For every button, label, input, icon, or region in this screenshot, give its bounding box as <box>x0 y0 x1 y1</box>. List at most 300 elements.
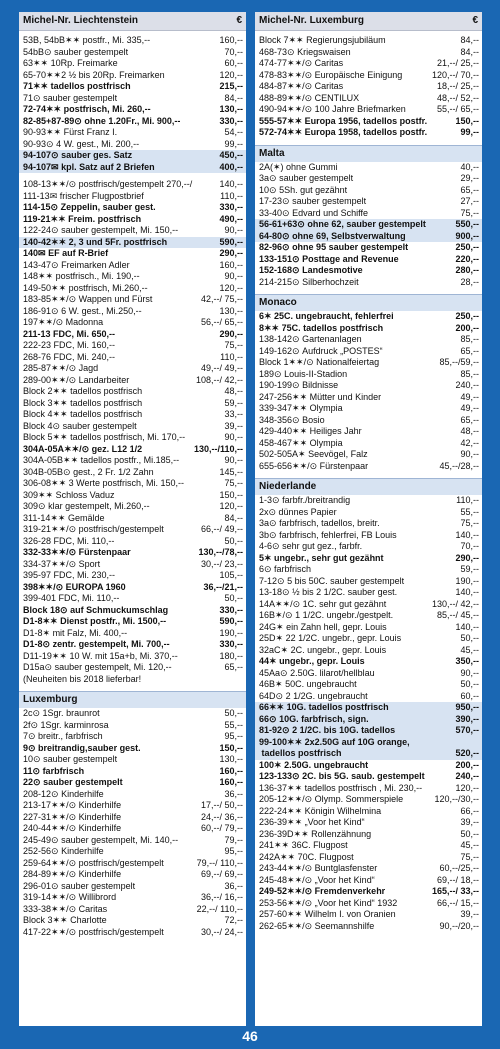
item-description <box>141 674 240 686</box>
item-description: mit Falz, Mi. 400,-- <box>50 627 128 638</box>
item-price: 36,-- <box>224 788 243 799</box>
catalog-number: 123-133⊙ <box>259 771 300 781</box>
price-row <box>19 766 246 778</box>
column-header-title: Michel-Nr. Luxemburg <box>259 15 365 26</box>
item-price: 60,-- <box>460 690 479 701</box>
item-description: postfrisch/gestempelt <box>76 926 164 937</box>
catalog-number: 138-142⊙ <box>259 334 300 344</box>
catalog-number: 53B, 54bB✶✶ <box>23 35 81 45</box>
item-price: 99,-- <box>224 138 243 149</box>
catalog-number: 3a⊙ <box>259 518 277 528</box>
item-description: farbfrisch <box>40 765 85 776</box>
catalog-number: 247-256✶✶ <box>259 391 308 402</box>
price-row <box>255 426 482 438</box>
item-price: 450,-- <box>219 150 243 160</box>
item-price: 150,-- <box>219 489 243 500</box>
item-price: 85,--/59,-- <box>439 357 479 367</box>
catalog-number: 65-70✶✶2 ½ <box>23 69 77 80</box>
price-row <box>255 507 482 519</box>
item-description: sauber gestempelt <box>58 880 136 891</box>
item-description: frischer Flugpostbrief <box>57 190 144 201</box>
item-price: 110,-- <box>220 190 243 201</box>
item-price: 110,-- <box>220 351 243 362</box>
price-row <box>255 909 482 921</box>
item-description: zentr. gestempelt, Mi. 700,-- <box>50 639 170 649</box>
item-price: 18,--/ 25,-- <box>436 81 479 91</box>
price-row <box>19 559 246 571</box>
price-row <box>255 208 482 220</box>
item-price: 39,-- <box>460 817 479 827</box>
catalog-number: 189⊙ <box>259 368 282 379</box>
item-price: 140,-- <box>455 529 479 540</box>
item-description: FDC, Mi. 240,-- <box>51 351 116 362</box>
price-row <box>255 58 482 70</box>
price-row <box>255 277 482 289</box>
item-price: 120,-- <box>219 501 243 511</box>
item-price: 290,-- <box>455 552 479 563</box>
item-description: Fürstenpaar <box>317 460 369 471</box>
catalog-number: Block 18⊙ <box>23 604 68 615</box>
item-price: 42,-- <box>460 437 479 448</box>
catalog-number: 484-87✶✶/⊙ <box>259 81 313 91</box>
price-row <box>255 599 482 611</box>
price-row <box>19 846 246 858</box>
price-row <box>255 196 482 208</box>
item-description: sauber gestempelt, Mi. 120,-- <box>52 662 172 672</box>
item-description: Königin Wilhelmina <box>302 805 382 816</box>
item-description: dünnes Papier <box>276 506 337 517</box>
price-row <box>19 150 246 162</box>
column-header <box>255 12 482 31</box>
item-price: 59,-- <box>460 564 479 574</box>
catalog-number: 90-93✶✶ <box>23 127 62 137</box>
price-row <box>19 915 246 927</box>
item-description: Jagd <box>76 363 99 373</box>
item-description: Caritas <box>312 58 344 68</box>
price-row <box>255 311 482 323</box>
item-price: 120,--/30,-- <box>434 794 479 804</box>
item-description: Louis-II-Stadion <box>281 368 348 379</box>
price-row <box>255 495 482 507</box>
item-description: 6 W. gest., Mi.250,-- <box>58 305 142 316</box>
catalog-number: 5✶ <box>259 552 272 563</box>
catalog-number: 334-37✶✶/⊙ <box>23 558 77 569</box>
catalog-number: 122-24⊙ <box>23 225 59 235</box>
item-price: 190,-- <box>219 627 243 638</box>
catalog-number: 7⊙ <box>23 731 36 741</box>
item-price: 215,-- <box>219 81 243 91</box>
item-description: tadellos postfrisch, Mi. 170,-- <box>67 432 186 442</box>
catalog-number: 399-401 <box>23 593 57 603</box>
item-price: 65,-- <box>460 184 479 195</box>
item-description: tadellos postfrisch <box>48 81 131 91</box>
price-row <box>255 541 482 553</box>
catalog-number: 2f⊙ <box>23 719 39 730</box>
item-price: 130,--/ 42,-- <box>431 598 479 609</box>
item-price: 130,-- <box>219 754 243 764</box>
price-row <box>19 881 246 893</box>
catalog-number: 6⊙ <box>259 564 272 574</box>
item-description: 10 W. mit 15a+b, Mi. 370,-- <box>66 650 178 661</box>
price-row <box>19 800 246 812</box>
item-price: 390,-- <box>455 713 479 724</box>
item-description: farbfrisch, fehlerfrei, FB Louis <box>276 529 397 540</box>
item-description: „Voor het Kind“ 1932 <box>312 897 398 908</box>
item-description: Olympia <box>307 437 343 448</box>
item-description: 100 Jahre Briefmarken <box>312 104 406 114</box>
price-row <box>19 191 246 203</box>
catalog-number: D11-19✶✶ <box>23 650 67 661</box>
catalog-number: 71⊙ <box>23 92 41 103</box>
item-price: 590,-- <box>219 236 243 247</box>
item-price: 33,-- <box>224 409 243 419</box>
item-description: sauber gestempelt <box>60 420 137 431</box>
catalog-number: 236-39✶✶ <box>259 817 303 827</box>
item-price: 330,-- <box>219 202 243 212</box>
item-description: postfr., Mi. 335,-- <box>80 35 151 45</box>
item-description: Caritas <box>76 903 108 914</box>
item-price: 45,-- <box>460 644 479 655</box>
item-description: FDC, Mi. 160,-- <box>51 340 116 350</box>
item-description: Olymp. Sommerspiele <box>312 794 404 804</box>
item-description: Freim. postfrisch <box>65 213 142 224</box>
item-description: breitr., farbfrisch <box>35 731 103 741</box>
catalog-number: 490-94✶✶/⊙ <box>259 104 313 114</box>
item-description: FDC, Mi. 110,-- <box>56 593 120 603</box>
catalog-number: 243-44✶✶/⊙ <box>259 863 313 873</box>
catalog-number: 339-347✶✶ <box>259 403 308 413</box>
item-price: 50,-- <box>460 828 479 839</box>
catalog-number: 304A-05B✶✶ <box>23 455 79 465</box>
catalog-number: 249-52✶✶/⊙ <box>259 886 313 896</box>
catalog-number: 289-00✶✶/⊙ <box>23 374 77 385</box>
item-description: FDC, Mi. 230,-- <box>51 570 116 580</box>
catalog-number: 236-39D✶✶ <box>259 828 309 839</box>
price-row <box>255 645 482 657</box>
price-row <box>19 398 246 410</box>
price-row <box>19 306 246 318</box>
price-row <box>19 386 246 398</box>
item-description: EF auf R-Brief <box>45 248 109 258</box>
catalog-number: 66⊙ <box>259 713 277 724</box>
item-price: 240,-- <box>455 380 479 390</box>
catalog-number: 3b⊙ <box>259 529 277 540</box>
catalog-number: 45Aa⊙ <box>259 667 288 678</box>
price-row <box>19 570 246 582</box>
catalog-number: 245-49⊙ <box>23 834 59 845</box>
catalog-number: 245-48✶✶/⊙ <box>259 874 313 885</box>
catalog-number: D15a⊙ <box>23 662 53 672</box>
price-row <box>255 219 482 231</box>
catalog-number: Block 3✶✶ <box>23 915 68 925</box>
catalog-number: 82-85+87-89⊙ <box>23 115 82 126</box>
item-price: 69,--/ 69,-- <box>200 869 243 879</box>
price-row <box>255 817 482 829</box>
item-price: 130,-- <box>219 104 243 114</box>
item-price: 160,-- <box>219 259 243 270</box>
price-row <box>19 616 246 628</box>
item-description: postfrisch, Mi. 260,-- <box>61 104 151 114</box>
price-row <box>19 271 246 283</box>
item-price: 49,--/ 49,-- <box>200 363 243 373</box>
item-price: 130,--/78,-- <box>198 547 243 557</box>
price-row <box>255 748 482 760</box>
item-description: Schloss Vaduz <box>53 489 115 500</box>
item-description: „Voor het Kind“ <box>312 874 375 885</box>
item-description: 70C. Flugpost <box>295 851 354 862</box>
price-row <box>19 283 246 295</box>
item-price: 50,-- <box>224 708 243 718</box>
price-row <box>255 633 482 645</box>
catalog-number: 16B✶/⊙ <box>259 610 293 620</box>
item-price: 99,-- <box>460 127 479 137</box>
catalog-number: 140-42✶✶ <box>23 236 67 247</box>
catalog-number: 555-57✶✶ <box>259 115 303 126</box>
price-row <box>19 628 246 640</box>
price-row <box>255 656 482 668</box>
catalog-number: 140✉ <box>23 248 46 258</box>
item-description: tadellos postfrisch <box>67 397 143 408</box>
price-row <box>255 173 482 185</box>
catalog-number: 186-91⊙ <box>23 305 59 316</box>
catalog-number: 227-31✶✶/⊙ <box>23 811 77 822</box>
item-description: 10G. farbfrisch, sign. <box>276 713 369 724</box>
item-description: Dienst postfr., Mi. 1500,-- <box>57 616 167 626</box>
catalog-number: 348-356⊙ <box>259 414 300 425</box>
catalog-number: 655-656✶✶/⊙ <box>259 460 318 471</box>
price-row <box>255 392 482 404</box>
item-description: ein Zahn hell, gepr. Louis <box>283 621 387 632</box>
item-price: 150,-- <box>219 742 243 753</box>
item-price: 95,-- <box>224 846 243 856</box>
price-row <box>19 731 246 743</box>
item-description: 2C. bis 5G. saub. gestempelt <box>299 771 425 781</box>
catalog-number: 10⊙ <box>259 184 277 195</box>
catalog-number: 242A✶✶ <box>259 851 296 862</box>
item-description: Landesmotive <box>299 265 363 275</box>
item-description: Europa 1958, tadellos postfr. <box>302 127 428 137</box>
item-price: 85,-- <box>460 368 479 379</box>
catalog-number: D1-8⊙ <box>23 639 51 649</box>
price-row <box>255 334 482 346</box>
catalog-number: 306-08✶✶ <box>23 478 67 488</box>
price-row <box>255 231 482 243</box>
item-price: 90,-- <box>460 667 479 678</box>
item-price: 36,--/ 16,-- <box>200 892 243 902</box>
item-description: 22 1/2C. ungebr., gepr. Louis <box>283 633 402 643</box>
catalog-number: 3a⊙ <box>259 173 277 183</box>
item-price: 84,-- <box>224 92 243 103</box>
item-description: EUROPA 1960 <box>63 581 126 592</box>
item-price: 190,-- <box>455 575 479 586</box>
catalog-number: 183-85✶✶/⊙ <box>23 294 77 304</box>
item-price: 49,-- <box>460 403 479 413</box>
item-price: 90,-- <box>224 432 243 442</box>
item-description: sauber gestempelt <box>40 777 123 787</box>
catalog-number: Block 4✶✶ <box>23 409 68 419</box>
item-price: 250,-- <box>455 242 479 252</box>
item-description: sauber gestempelt, Mi. 150,-- <box>58 225 179 235</box>
item-description: Rollenzähnung <box>308 828 372 839</box>
price-row <box>19 352 246 364</box>
item-description: ungebr., sehr gut gezähnt <box>271 552 384 563</box>
price-row <box>19 294 246 306</box>
catalog-number: 9⊙ <box>23 742 36 753</box>
price-row <box>255 265 482 277</box>
item-description: ohne 69, Selbstverwaltung <box>289 230 406 241</box>
price-row <box>255 346 482 358</box>
item-price: 21,--/ 25,-- <box>436 58 479 68</box>
item-description: auf Schmuckumschlag <box>67 604 169 615</box>
item-price: 50,-- <box>224 535 243 546</box>
item-price: 50,-- <box>460 633 479 643</box>
right-price-column <box>255 12 482 1026</box>
catalog-number: 82-96⊙ <box>259 242 290 252</box>
catalog-number: 25D✶ <box>259 633 284 643</box>
catalog-number: 222-24✶✶ <box>259 805 303 816</box>
item-description: Bosio <box>299 414 325 425</box>
catalog-number: 22⊙ <box>23 777 41 787</box>
price-row <box>19 93 246 105</box>
price-row <box>255 679 482 691</box>
price-row <box>255 323 482 335</box>
price-row <box>19 892 246 904</box>
price-row <box>19 35 246 47</box>
catalog-number: 319-21✶✶/⊙ <box>23 524 77 534</box>
price-row <box>19 237 246 249</box>
catalog-number: 262-65✶✶/⊙ <box>259 920 313 931</box>
item-description: 1C. sehr gut gezähnt <box>300 598 387 609</box>
price-row <box>19 248 246 260</box>
price-row <box>255 438 482 450</box>
price-row <box>255 449 482 461</box>
catalog-number: 149-50✶✶ <box>23 282 67 293</box>
item-description: 10G. tadellos postfrisch <box>284 702 389 712</box>
item-description: tadellos postfrisch <box>259 748 342 758</box>
catalog-number: 268-76 <box>23 351 52 362</box>
left-price-column <box>19 12 246 1026</box>
item-price: 280,-- <box>455 265 479 275</box>
price-row <box>19 116 246 128</box>
item-description: 1Sgr. braunrot <box>40 708 100 718</box>
catalog-number: Block 1✶✶/⊙ <box>259 357 314 367</box>
catalog-number: 54bB⊙ <box>23 46 52 57</box>
catalog-number: 2c⊙ <box>23 708 41 718</box>
price-row <box>19 47 246 59</box>
catalog-number: 572-74✶✶ <box>259 127 303 137</box>
item-description: 5 bis 50C. sauber gestempelt <box>284 575 405 586</box>
catalog-number: 108-13✶✶/⊙ <box>23 179 77 189</box>
catalog-number: 90-93⊙ <box>23 138 54 149</box>
item-price: 570,-- <box>455 725 479 735</box>
catalog-number: 66✶✶ <box>259 702 285 712</box>
item-description: Landarbeiter <box>76 374 130 385</box>
item-description: breitrandig,sauber gest. <box>35 742 141 753</box>
catalog-number: 63✶✶ <box>23 58 49 68</box>
item-description: 3 Werte postfrisch, Mi. 150,-- <box>66 478 184 488</box>
item-price: 28,-- <box>460 276 479 287</box>
item-price: 66,-- <box>460 805 479 816</box>
catalog-number: 211-13 <box>23 328 51 339</box>
catalog-number: 10⊙ <box>23 754 41 764</box>
item-price: 90,-- <box>460 449 479 459</box>
catalog-number: 149-162⊙ <box>259 345 300 356</box>
price-row <box>255 415 482 427</box>
item-description: Fremdenverkehr <box>312 886 386 896</box>
item-description: 36C. Flugpost <box>289 840 348 850</box>
item-price: 65,-- <box>224 662 243 672</box>
catalog-number: D1-8✶✶ <box>23 616 58 626</box>
item-price: 250,-- <box>455 311 479 321</box>
item-description: 2, 3 und 5Fr. postfrisch <box>66 236 168 247</box>
item-price: 17,--/ 50,-- <box>200 800 243 810</box>
price-row <box>255 852 482 864</box>
catalog-number: 99-100✶✶ <box>259 736 303 747</box>
price-row <box>19 363 246 375</box>
price-row <box>255 760 482 772</box>
price-row <box>19 605 246 617</box>
item-price: 145,-- <box>219 466 243 477</box>
item-description: postfrisch/gestempelt 270,--/ <box>76 179 193 189</box>
currency-label: € <box>472 15 478 26</box>
price-row <box>255 162 482 174</box>
price-row <box>255 254 482 266</box>
item-description: Regierungsjubiläum <box>303 35 386 45</box>
item-description: 25C. ungebraucht, fehlerfrei <box>271 311 394 321</box>
catalog-number: 502-505A✶ <box>259 449 306 459</box>
catalog-number: Block 5✶✶ <box>23 432 68 442</box>
item-description: Kinderhilfe <box>76 800 122 810</box>
item-price: 60,-- <box>224 58 243 68</box>
item-description: Kriegswaisen <box>294 46 351 57</box>
price-row <box>19 869 246 881</box>
item-price: 75,-- <box>460 207 479 218</box>
catalog-number: 64D⊙ <box>259 690 284 701</box>
section-title: Niederlande <box>255 478 482 495</box>
price-row <box>255 898 482 910</box>
price-row <box>255 806 482 818</box>
catalog-number: 81-92⊙ <box>259 725 290 735</box>
column-header <box>19 12 246 31</box>
price-row <box>19 444 246 456</box>
price-row <box>19 720 246 732</box>
price-row <box>19 317 246 329</box>
item-description: tadellos postfrisch <box>67 386 143 396</box>
catalog-number: 296-01⊙ <box>23 880 59 891</box>
catalog-number: 111-13✉ <box>23 190 58 201</box>
item-description: Fürstenpaar <box>76 547 131 557</box>
price-row <box>19 260 246 272</box>
catalog-number: 304A-05A✶✶/⊙ <box>23 443 90 454</box>
price-row <box>255 35 482 47</box>
price-row <box>19 582 246 594</box>
item-description: Heiliges Jahr <box>307 426 362 436</box>
price-row <box>19 777 246 789</box>
item-price: 45,--/28,-- <box>439 460 479 471</box>
item-price: 90,--/20,-- <box>439 920 479 931</box>
item-price: 48,-- <box>460 426 479 436</box>
catalog-number: D1-8✶ <box>23 627 51 638</box>
price-row <box>19 524 246 536</box>
catalog-number: 152-168⊙ <box>259 265 300 275</box>
price-row <box>255 921 482 933</box>
item-price: 75,-- <box>460 851 479 862</box>
price-row <box>255 886 482 898</box>
price-row <box>19 58 246 70</box>
item-description: tadellos postfrisch <box>67 409 143 419</box>
item-description: Seevögel, Falz <box>305 449 368 459</box>
catalog-number: 478-83✶✶/⊙ <box>259 69 313 80</box>
